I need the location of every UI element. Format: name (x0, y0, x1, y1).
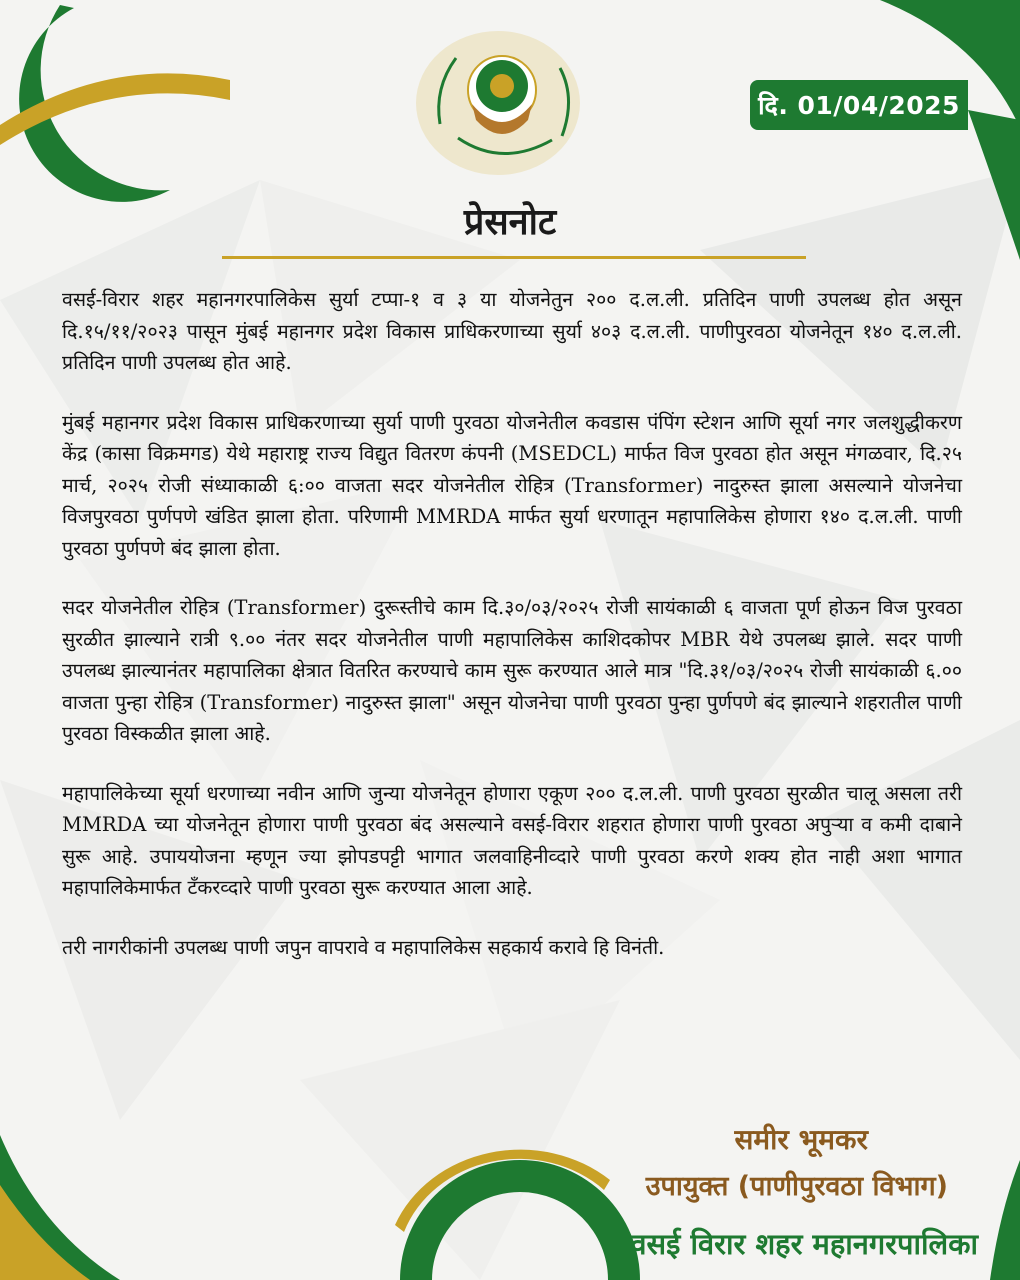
paragraph: वसई-विरार शहर महानगरपालिकेस सुर्या टप्पा-१ व ३ या योजनेतुन २०० द.ल.ली. प्रतिदिन पाणी उपलब्ध होत असून दि.१५/११/२०२३ पासून मुंबई महानगर प्रदेश विकास प्राधिकरणाच्या सुर्या ४०३ द.ल.ली. पाणीपुरवठा योजनेतून १४० द.ल.ली. प्रतिदिन पाणी उपलब्ध होत आहे. (62, 288, 962, 374)
title-underline (222, 256, 806, 259)
press-note-body (62, 284, 962, 991)
organization-name: वसई विरार शहर महानगरपालिका (630, 1227, 978, 1261)
signatory-name: समीर भूमकर (734, 1123, 868, 1156)
paragraph: मुंबई महानगर प्रदेश विकास प्राधिकरणाच्या सुर्या पाणी पुरवठा योजनेतील कवडास पंपिंग स्टेशन आणि सूर्या नगर जलशुद्धीकरण केंद्र (कासा विक्रमगड) येथे महाराष्ट्र राज्य विद्युत वितरण कंपनी (MSEDCL) मार्फत विज पुरवठा होत असून मंगळवार, दि.२५ मार्च, २०२५ रोजी संध्याकाळी ६:०० वाजता सदर योजनेतील रोहित्र (Transformer) नादुरुस्त झाला असल्याने योजनेचा विजपुरवठा पुर्णपणे खंडित झाला होता. परिणामी MMRDA मार्फत सुर्या धरणातून महापालिकेस होणारा १४० द.ल.ली. पाणी पुरवठा पुर्णपणे बंद झाला होता. (62, 410, 962, 560)
date-badge: दि. 01/04/2025 (750, 80, 968, 130)
paragraph: सदर योजनेतील रोहित्र (Transformer) दुरूस्तीचे काम दि.३०/०३/२०२५ रोजी सायंकाळी ६ वाजता पूर्ण होऊन विज पुरवठा सुरळीत झाल्याने रात्री ९.०० नंतर सदर योजनेतील पाणी महापालिकेस काशिदकोपर MBR येथे उपलब्ध झाले. सदर पाणी उपलब्ध झाल्यानंतर महापालिका क्षेत्रात वितरित करण्याचे काम सुरू करण्यात आले मात्र "दि.३१/०३/२०२५ रोजी सायंकाळी ६.०० वाजता पुन्हा रोहित्र (Transformer) नादुरुस्त झाला" असून योजनेचा पाणी पुरवठा पुन्हा पुर्णपणे बंद झाल्याने शहरातील पाणी पुरवठा विस्कळीत झाला आहे. (62, 596, 962, 745)
paragraph: महापालिकेच्या सूर्या धरणाच्या नवीन आणि जुन्या योजनेतून होणारा एकूण २०० द.ल.ली. पाणी पुरवठा सुरळीत चालू असला तरी MMRDA च्या योजनेतून होणारा पाणी पुरवठा बंद असल्याने वसई-विरार शहरात होणारा पाणी पुरवठा अपुऱ्या व कमी दाबाने सुरू आहे. उपाययोजना म्हणून ज्या झोपडपट्टी भागात जलवाहिनीव्दारे पाणी पुरवठा करणे शक्य होत नाही अशा भागात महापालिकेमार्फत टँकरव्दारे पाणी पुरवठा सुरू करण्यात आला आहे. (62, 781, 962, 899)
municipal-logo (410, 28, 590, 178)
signatory-designation: उपायुक्त (पाणीपुरवठा विभाग) (645, 1171, 948, 1202)
bottom-right-green-corner (990, 1160, 1020, 1280)
paragraph: तरी नागरीकांनी उपलब्ध पाणी जपुन वापरावे व महापालिकेस सहकार्य करावे हि विनंती. (62, 935, 665, 959)
page-title: प्रेसनोट (463, 202, 557, 243)
